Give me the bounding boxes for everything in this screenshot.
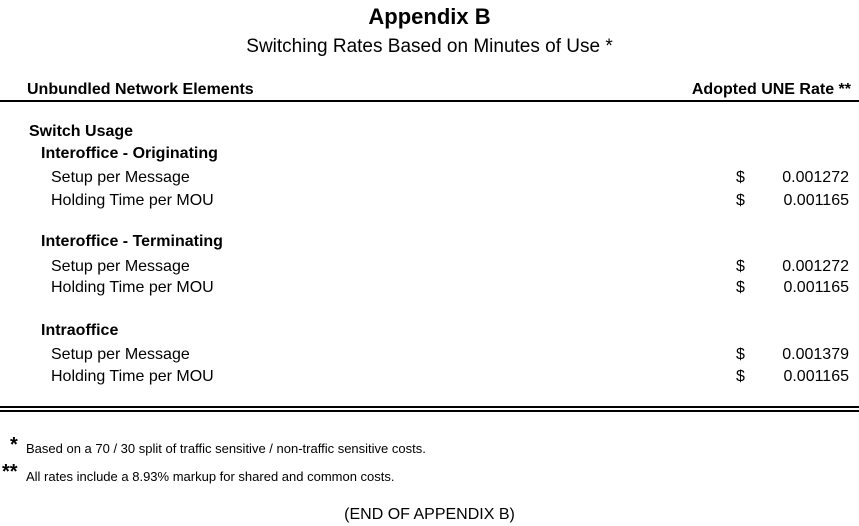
table-row-label: Holding Time per MOU [51,192,214,209]
currency-symbol: $ [736,279,745,296]
group-label: Intraoffice [41,322,119,339]
rate-value: 0.001165 [783,368,849,385]
footnote-mark: * [10,434,18,456]
currency-symbol: $ [736,192,745,209]
currency-symbol: $ [736,368,745,385]
footnote-text: All rates include a 8.93% markup for shared and common costs. [26,469,395,484]
footnote-mark: ** [2,461,18,483]
rate-value: 0.001165 [783,192,849,209]
rate-value: 0.001165 [783,279,849,296]
group-label: Interoffice - Terminating [41,233,223,250]
table-row-label: Setup per Message [51,346,190,363]
currency-symbol: $ [736,346,745,363]
page-subtitle: Switching Rates Based on Minutes of Use * [246,36,613,57]
currency-symbol: $ [736,169,745,186]
end-of-appendix: (END OF APPENDIX B) [344,506,515,523]
header-divider [0,100,859,102]
rate-value: 0.001272 [782,258,849,275]
rate-value: 0.001272 [782,169,849,186]
table-bottom-rule [0,406,859,408]
page-title: Appendix B [368,4,491,29]
section-title: Switch Usage [29,123,134,140]
table-row-label: Setup per Message [51,169,190,186]
table-bottom-rule [0,410,859,412]
table-row-label: Holding Time per MOU [51,279,214,296]
group-label: Interoffice - Originating [41,145,218,162]
table-row-label: Holding Time per MOU [51,368,214,385]
currency-symbol: $ [736,258,745,275]
footnote-text: Based on a 70 / 30 split of traffic sensitive / non-traffic sensitive costs. [26,441,426,456]
table-row-label: Setup per Message [51,258,190,275]
column-header-elements: Unbundled Network Elements [27,81,254,98]
rate-value: 0.001379 [782,346,849,363]
column-header-rate: Adopted UNE Rate ** [691,81,851,98]
